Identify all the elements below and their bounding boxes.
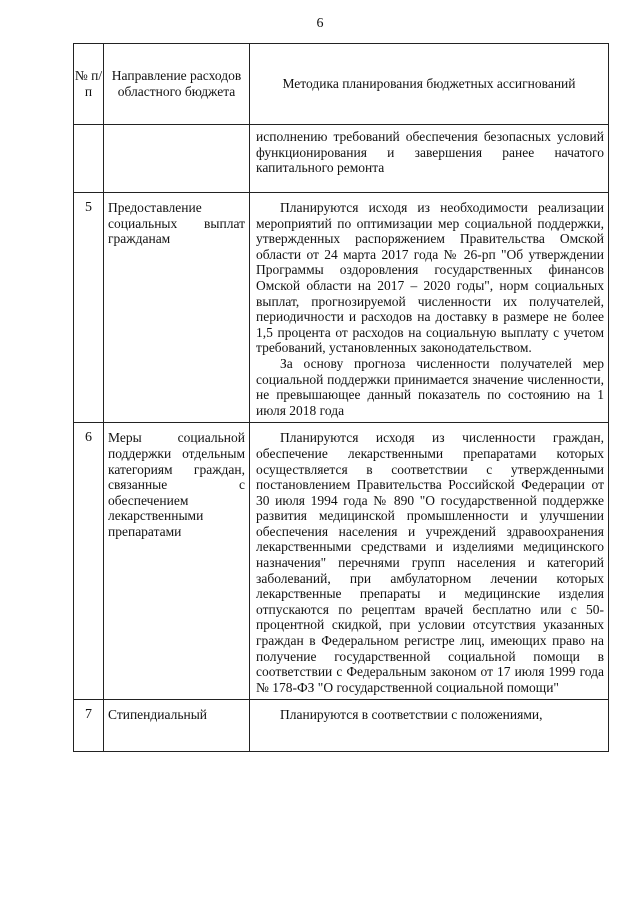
header-method: Методика планирования бюджетных ассигнований <box>250 44 609 125</box>
budget-methodology-table <box>73 43 609 752</box>
method-paragraph: За основу прогноза численности получателей мер социальной поддержки принимается значение численности, не превышающее данный показатель по состоянию на 1 июля 2018 года <box>256 355 604 418</box>
row-direction: Меры социальной поддержки отдельным категориям граждан, связанные с обеспечением лекарственными препаратами <box>104 423 250 700</box>
row-method <box>250 193 609 423</box>
page-number: 6 <box>316 16 324 31</box>
row-method <box>250 125 609 193</box>
header-direction: Направление расходов областного бюджета <box>104 44 250 125</box>
header-number: № п/п <box>74 44 104 125</box>
row-method <box>250 700 609 752</box>
row-number: 7 <box>74 700 104 752</box>
method-paragraph: Планируются исходя из необходимости реализации мероприятий по оптимизации мер социальной поддержки, утвержденных распоряжением Правительства Омской области от 24 марта 2017 года № 26-рп "Об утверждении Программы оздоровления государственных финансов Омской области на 2017 – 2020 годы", норм социальных выплат, прогнозируемой численности их получателей, периодичности и расходов на доставку в размере не более 1,5 процента от расходов на социальную выплату с учетом требований, установленных законодательством. <box>256 200 604 356</box>
table-row <box>74 700 609 752</box>
table-row <box>74 125 609 193</box>
method-paragraph: Планируются в соответствии с положениями, <box>280 707 543 723</box>
row-number <box>74 125 104 193</box>
row-direction <box>104 125 250 193</box>
row-direction: Предоставление социальных выплат гражданам <box>104 193 250 423</box>
table-row <box>74 423 609 700</box>
row-direction: Стипендиальный <box>104 700 250 752</box>
row-number: 5 <box>74 193 104 423</box>
row-method <box>250 423 609 700</box>
method-paragraph: Планируются исходя из численности граждан, обеспечение лекарственными препаратами которых осуществляется в соответствии с утвержденными постановлением Правительства Российской Федерации от 30 июля 1994 года № 890 "О государственной поддержке развития медицинской промышленности и улучшении обеспечения населения и учреждений здравоохранения лекарственными средствами и изделиями медицинского назначения" перечнями групп населения и категорий заболеваний, при амбулаторном лечении которых лекарственные препараты и медицинские изделия отпускаются по рецептам врачей бесплатно или с 50-процентной скидкой, при условии отсутствия указанных граждан в Федеральном регистре лиц, имеющих право на получение государственной социальной помощи в соответствии с Федеральным законом от 17 июля 1999 года № 178-ФЗ "О государственной социальной помощи" <box>256 430 604 695</box>
table-row <box>74 193 609 423</box>
row-number: 6 <box>74 423 104 700</box>
table-header-row <box>74 44 609 125</box>
method-paragraph: исполнению требований обеспечения безопасных условий функционирования и завершения ранее начатого капитального ремонта <box>256 129 604 176</box>
